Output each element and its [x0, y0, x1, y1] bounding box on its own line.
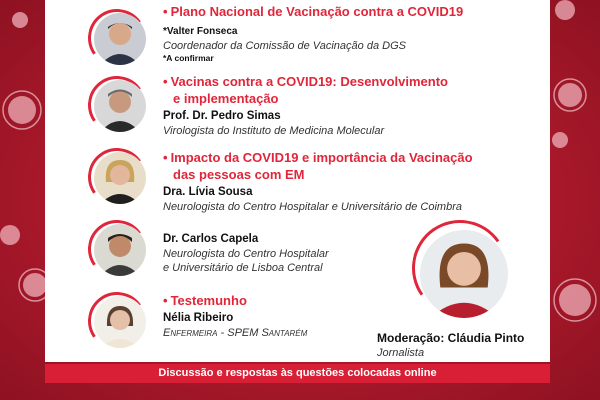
speaker-name: Dr. Carlos Capela: [163, 233, 259, 245]
topic-text: Testemunho: [170, 293, 247, 308]
speaker-2: [163, 73, 448, 138]
moderator-role: Jornalista: [377, 347, 425, 359]
bullet-icon: •: [163, 293, 168, 308]
speaker-role: Coordenador da Comissão de Vacinação da DGS: [163, 40, 406, 52]
speaker-name: Nélia Ribeiro: [163, 312, 234, 324]
speaker-name: Dra. Lívia Sousa: [163, 186, 253, 198]
speaker-role-line1: Neurologista do Centro Hospitalar: [163, 248, 329, 260]
speaker-role: Neurologista do Centro Hospitalar e Universitário de Coimbra: [163, 201, 462, 213]
moderator-photo-claudia-pinto: [420, 230, 508, 318]
topic-text-line2: das pessoas com EM: [173, 167, 305, 182]
moderator-label: Moderação: Cláudia Pinto: [377, 331, 525, 345]
speaker-photo-carlos-capela: [94, 224, 146, 276]
topic-title: [163, 292, 307, 309]
speaker-photo-valter-fonseca: [94, 13, 146, 65]
topic-text: Vacinas contra a COVID19: Desenvolvimento: [170, 74, 448, 89]
speaker-role-line2: e Universitário de Lisboa Central: [163, 262, 323, 274]
speaker-role: Virologista do Instituto de Medicina Molecular: [163, 125, 385, 137]
footer-banner: Discussão e respostas às questões colocadas online: [45, 364, 550, 383]
topic-text: Plano Nacional de Vacinação contra a COVID19: [170, 4, 464, 19]
speaker-photo-nelia-ribeiro: [94, 296, 146, 348]
moderator: [377, 331, 524, 360]
speaker-photo-livia-sousa: [94, 152, 146, 204]
topic-title: [163, 149, 473, 166]
speaker-3: [163, 149, 473, 214]
speaker-4: [163, 232, 329, 275]
speaker-note: *A confirmar: [163, 53, 214, 63]
topic-text: Impacto da COVID19 e importância da Vacinação: [170, 150, 473, 165]
topic-title: [163, 73, 448, 90]
speaker-photo-pedro-simas: [94, 80, 146, 132]
speaker-name: *Valter Fonseca: [163, 26, 238, 37]
speaker-1: [163, 3, 463, 64]
speaker-name: Prof. Dr. Pedro Simas: [163, 110, 281, 122]
topic-title: [163, 3, 463, 20]
bullet-icon: •: [163, 74, 168, 89]
topic-text-line2: e implementação: [173, 91, 279, 106]
speaker-5: [163, 292, 307, 340]
bullet-icon: •: [163, 150, 168, 165]
bullet-icon: •: [163, 4, 168, 19]
speaker-role: Enfermeira - SPEM Santarém: [163, 327, 308, 339]
